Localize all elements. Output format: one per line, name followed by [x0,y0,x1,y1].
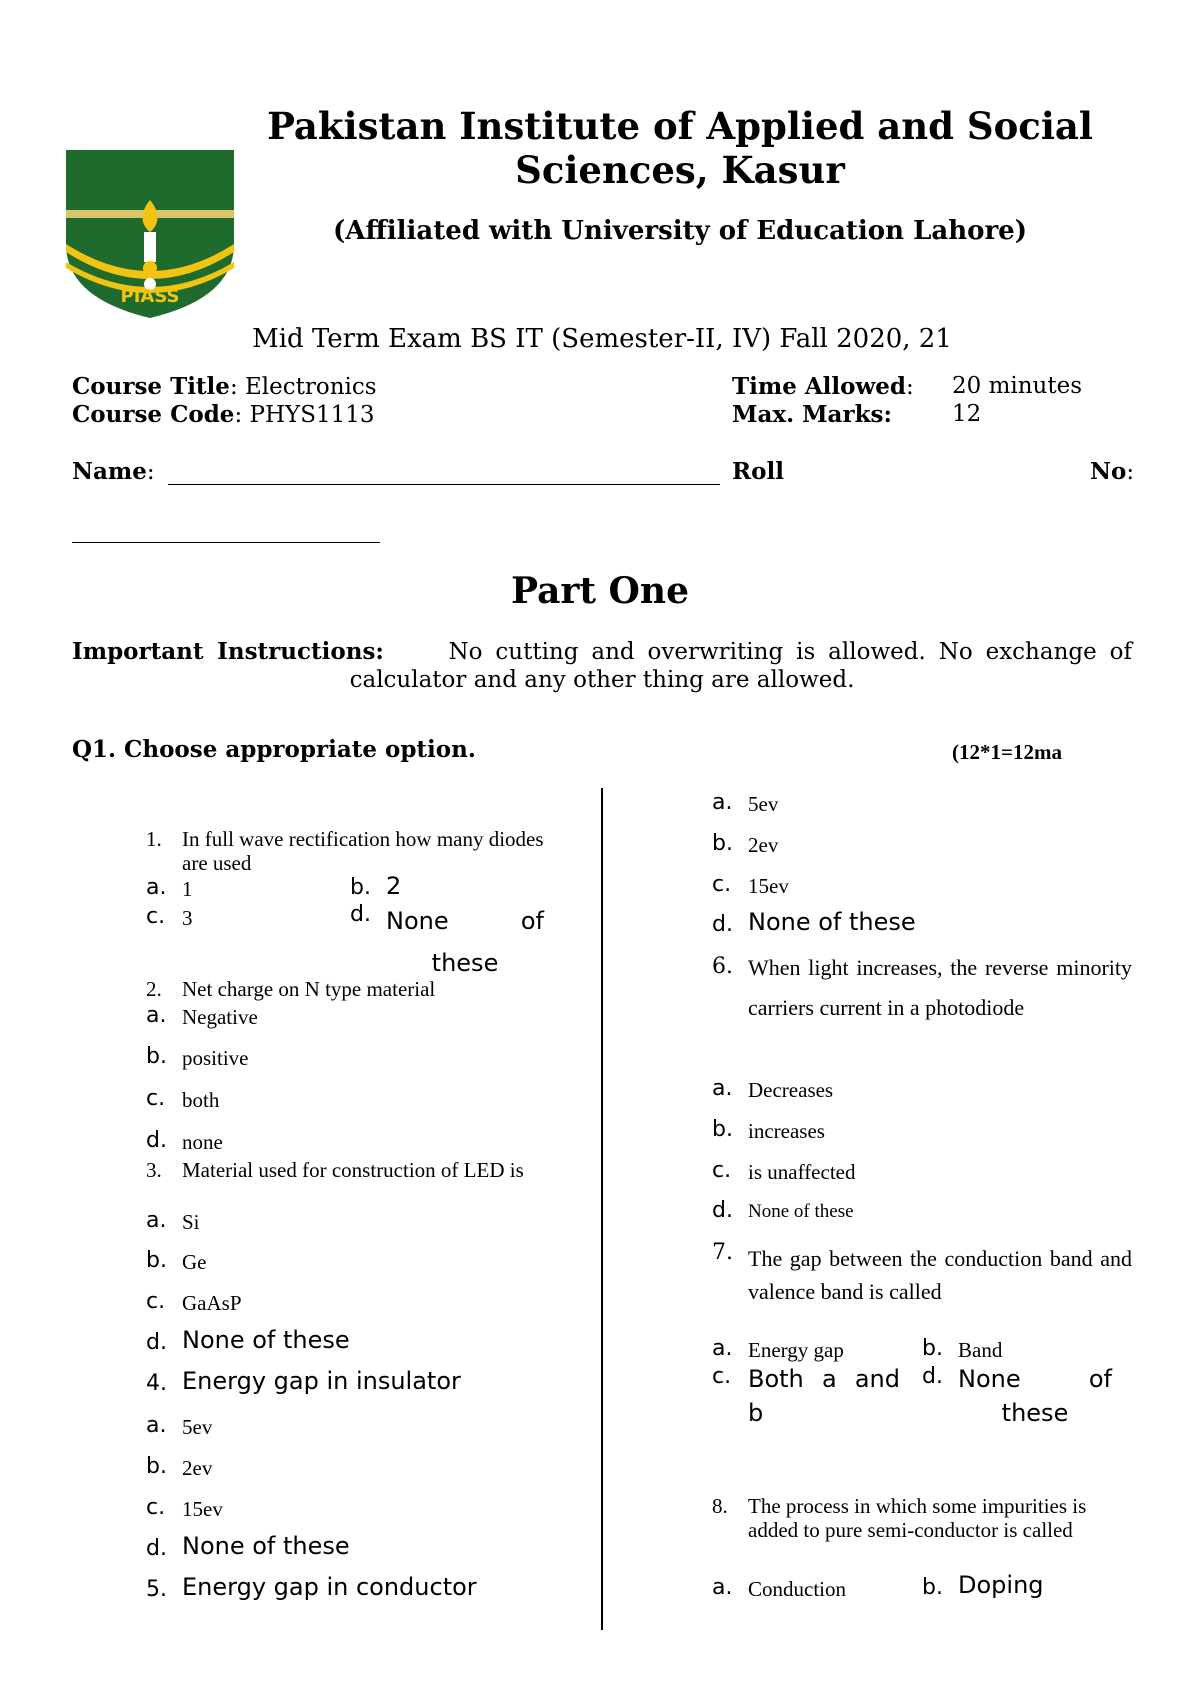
question-2-text: Net charge on N type material [182,977,436,1001]
course-title-row [72,373,377,400]
question-1-text: In full wave rectification how many diodes are used [182,827,544,875]
instructions-text: No cutting and overwriting is allowed. No exchange of calculator and any other thing are allowed. [349,639,1132,693]
option-label: b. [712,1117,733,1142]
max-marks-label: Max. Marks: [732,401,892,428]
instructions [72,638,1132,694]
option-label: a. [712,1076,733,1101]
no-sep: : [1126,459,1135,485]
name-label-row [72,458,155,485]
q2-option-b[interactable]: positive [182,1046,249,1070]
option-label: a. [146,1003,167,1028]
affiliation: (Affiliated with University of Education Lahore) [332,216,1028,246]
option-label: b. [350,875,371,900]
q2-option-a[interactable]: Negative [182,1005,258,1029]
q1-option-b[interactable]: 2 [386,872,402,900]
option-label: b. [146,1454,167,1479]
q1-option-a[interactable]: 1 [182,877,193,901]
question-4-number: 4. [146,1371,167,1396]
roll-blank-line[interactable] [72,542,380,543]
q7-option-a[interactable]: Energy gap [748,1338,844,1362]
time-allowed-row [732,373,914,400]
option-label: a. [712,1336,733,1361]
question-1-number: 1. [146,827,162,851]
q4-option-d[interactable]: None of these [182,1532,350,1560]
question-3-text: Material used for construction of LED is [182,1158,524,1182]
course-title-label: Course Title [72,373,230,400]
q4-option-a[interactable]: 5ev [182,1415,213,1439]
q1-option-c[interactable]: 3 [182,906,193,930]
time-allowed-sep: : [906,374,914,400]
q7-option-c[interactable]: Both a and b [748,1365,900,1427]
question-6-number: 6. [712,954,733,979]
option-label: a. [712,790,733,815]
question-6-text: When light increases, the reverse minority carriers current in a photodiode [748,955,1132,1020]
option-label: b. [146,1248,167,1273]
option-label: a. [146,1413,167,1438]
option-label: c. [712,1158,732,1183]
time-allowed-value: 20 minutes [952,373,1083,399]
question-5-number: 5. [146,1577,167,1602]
no-label-row [1090,458,1134,485]
q5-option-b[interactable]: 2ev [748,833,779,857]
name-blank-line[interactable] [168,484,720,485]
roll-label: Roll [732,458,784,485]
question-8-text: The process in which some impurities is added to pure semi-conductor is called [748,1494,1087,1542]
q4-option-c[interactable]: 15ev [182,1497,223,1521]
course-code-value: : PHYS1113 [234,402,375,428]
q4-option-b[interactable]: 2ev [182,1456,213,1480]
q3-option-a[interactable]: Si [182,1210,200,1234]
q6-option-b[interactable]: increases [748,1119,825,1143]
part-heading: Part One [511,570,689,612]
column-divider [601,788,603,1630]
max-marks-value: 12 [952,401,982,427]
option-label: d. [712,912,733,937]
option-label: b. [922,1336,943,1361]
exam-title: Mid Term Exam BS IT (Semester-II, IV) Fall 2020, 21 [252,324,952,354]
option-label: c. [712,872,732,897]
institute-logo [64,148,236,320]
q1-option-d[interactable]: None of these [386,907,544,977]
name-sep: : [146,459,155,485]
question-8-number: 8. [712,1494,728,1518]
q6-option-a[interactable]: Decreases [748,1078,834,1102]
course-code-row [72,401,375,428]
no-label: No [1090,458,1127,485]
instructions-label: Important Instructions: [72,638,384,665]
option-label: c. [712,1364,732,1389]
q8-option-b[interactable]: Doping [958,1571,1044,1599]
option-label: c. [146,1495,166,1520]
option-label: a. [146,875,167,900]
option-label: d. [146,1536,167,1561]
q6-option-d[interactable]: None of these [748,1201,854,1222]
q3-option-b[interactable]: Ge [182,1250,207,1274]
question-7-number: 7. [712,1240,733,1265]
q8-option-a[interactable]: Conduction [748,1577,846,1601]
logo-text: PIASS [120,286,180,307]
option-label: c. [146,904,166,929]
q5-option-c[interactable]: 15ev [748,874,789,898]
q3-option-c[interactable]: GaAsP [182,1291,242,1315]
option-label: d. [146,1330,167,1355]
option-label: a. [146,1208,167,1233]
q5-option-d[interactable]: None of these [748,908,916,936]
question-4-text: Energy gap in insulator [182,1367,461,1395]
q7-option-b[interactable]: Band [958,1338,1003,1362]
option-label: a. [712,1575,733,1600]
course-code-label: Course Code [72,401,235,428]
question-2-number: 2. [146,977,162,1001]
question-5-text: Energy gap in conductor [182,1573,477,1601]
option-label: d. [712,1198,733,1223]
q1-marks: (12*1=12ma [952,740,1062,764]
option-label: b. [922,1575,943,1600]
option-label: d. [922,1364,943,1389]
q6-option-c[interactable]: is unaffected [748,1160,856,1184]
q7-option-d[interactable]: None of these [958,1365,1112,1427]
q2-option-d[interactable]: none [182,1130,223,1154]
option-label: d. [146,1128,167,1153]
q2-option-c[interactable]: both [182,1088,220,1112]
course-title-value: : Electronics [229,374,377,400]
option-label: c. [146,1086,166,1111]
q3-option-d[interactable]: None of these [182,1326,350,1354]
option-label: d. [350,902,371,927]
question-7-text: The gap between the conduction band and valence band is called [748,1246,1132,1304]
institute-title-line1: Pakistan Institute of Applied and Social [267,104,1093,148]
time-allowed-label: Time Allowed [732,373,907,400]
q5-option-a[interactable]: 5ev [748,792,779,816]
option-label: b. [146,1044,167,1069]
institute-title-line2: Sciences, Kasur [515,148,845,192]
option-label: c. [146,1289,166,1314]
name-label: Name [72,458,147,485]
option-label: b. [712,831,733,856]
question-3-number: 3. [146,1158,162,1182]
q1-title: Q1. Choose appropriate option. [72,736,476,763]
